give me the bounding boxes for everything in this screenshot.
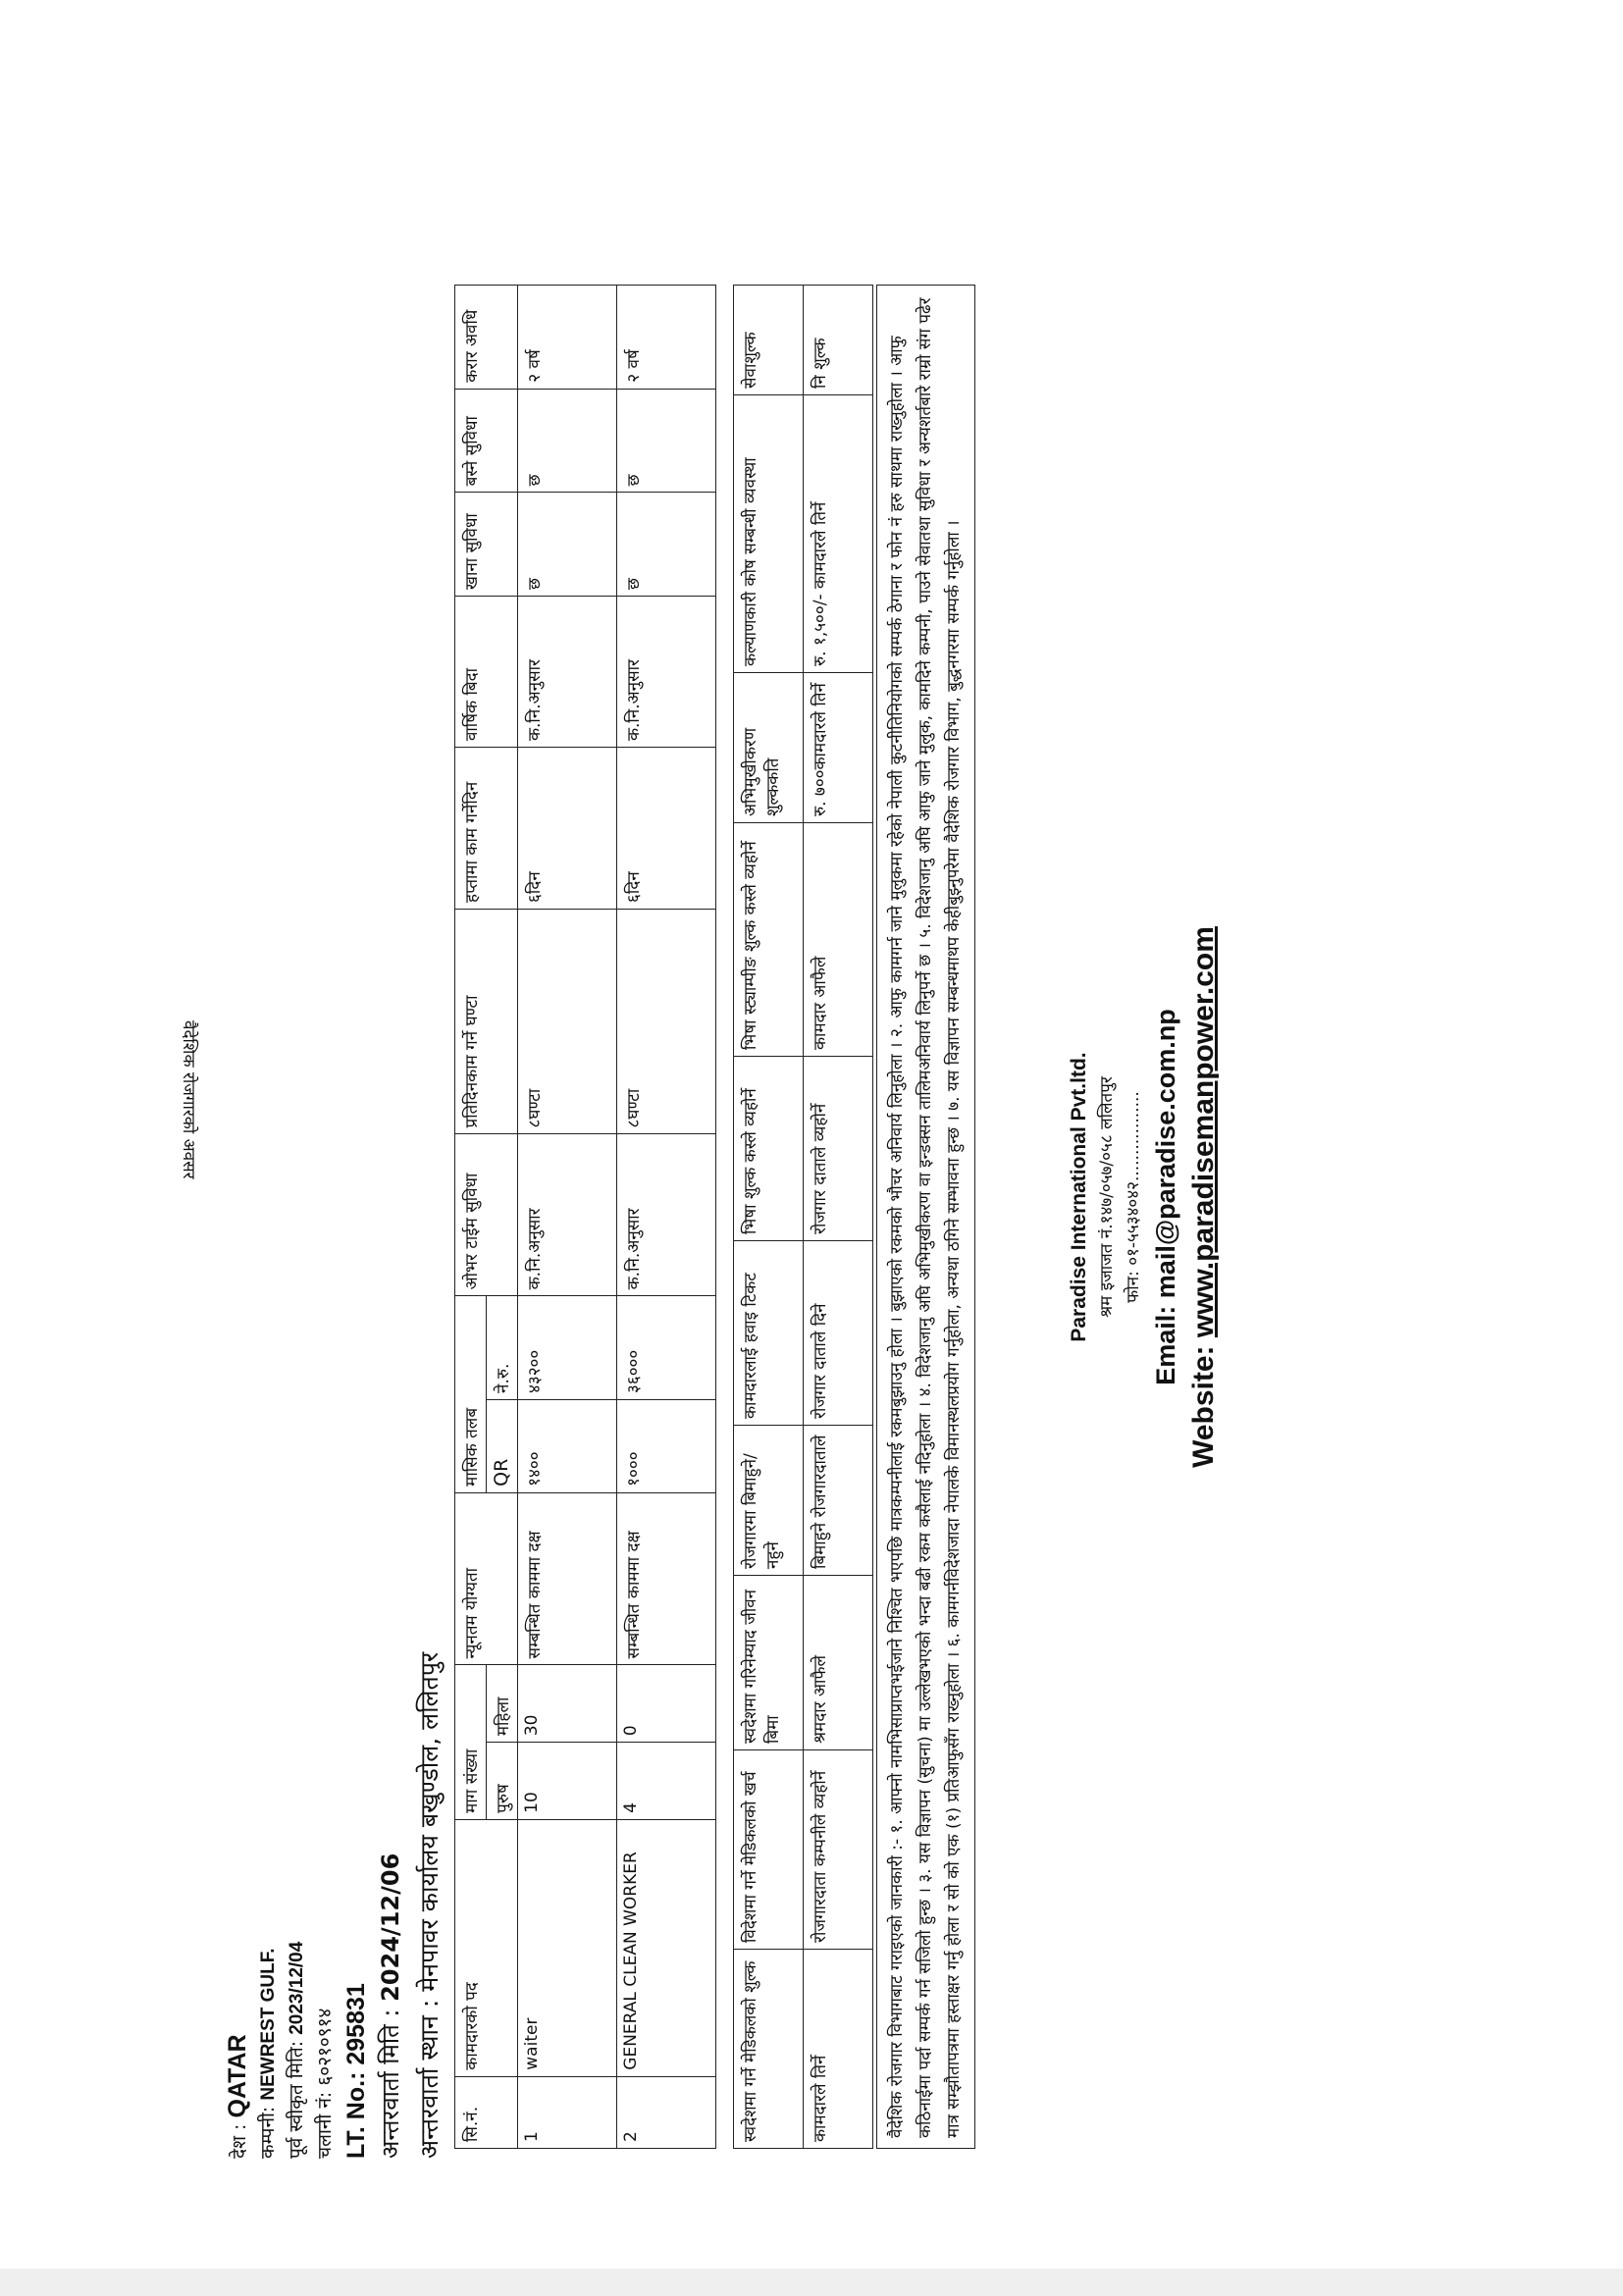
dispatch-label: चलानी नं: — [314, 2091, 336, 2159]
agency-name: Paradise International Pvt.ltd. — [1068, 1052, 1090, 1342]
lt-label: LT. No.: — [342, 2071, 370, 2159]
cond-header: रोजगारमा बिमाहुने/नहुने — [734, 1426, 804, 1576]
interview-date-label: अन्तरवार्ता मिति : — [377, 2009, 404, 2159]
col-npr: ने.रु. — [487, 1296, 518, 1400]
row-contract: २ वर्ष — [617, 286, 716, 390]
approval-line — [283, 1472, 311, 2159]
col-qualification: न्यूनतम योग्यता — [455, 1492, 518, 1665]
row-contract: २ वर्ष — [518, 286, 617, 390]
table-row — [518, 286, 617, 2149]
lt-no: 295831 — [342, 1983, 370, 2065]
row-food: छ — [518, 493, 617, 597]
cond-header: सेवाशुल्क — [734, 286, 804, 395]
agency-phone: फोन: ०१-५५३४०४२................. — [1124, 1091, 1143, 1303]
rotated-sheet — [221, 49, 1320, 2159]
col-weekly-days: हप्तामा काम गर्नेदिन — [455, 748, 518, 910]
row-annual-leave: क.नि.अनुसार — [518, 596, 617, 747]
row-position: waiter — [518, 1819, 617, 2076]
cond-value: रोजगार दाताले दिने — [804, 1241, 873, 1426]
col-food: खाना सुविधा — [455, 493, 518, 597]
approval-date: 2023/12/04 — [287, 1941, 307, 2035]
row-accommodation: छ — [518, 389, 617, 493]
dispatch-line — [311, 1472, 340, 2159]
col-position: कामदारको पद — [455, 1819, 518, 2076]
country-line — [221, 1472, 254, 2159]
row-weekly-days: ६दिन — [518, 748, 617, 910]
row-daily-hours: ८घण्टा — [518, 909, 617, 1134]
page-header-title: वैदेशिक रोजगारको अवसर — [179, 1020, 198, 1179]
agency-email: Email: mail@paradise.com.np — [1151, 1009, 1180, 1385]
job-meta — [221, 1472, 408, 2159]
country-value: QATAR — [224, 2034, 251, 2118]
website-label: Website: — [1187, 1345, 1220, 1468]
col-accommodation: बस्ने सुविधा — [455, 389, 518, 493]
col-qr: QR — [487, 1399, 518, 1492]
col-sn: सि.नं. — [455, 2076, 518, 2148]
row-sn: 1 — [518, 2076, 617, 2148]
cond-value: रु. ७००कामदारले तिर्ने — [804, 673, 873, 823]
interview-date: 2024/12/06 — [377, 1852, 404, 2002]
table-row — [617, 286, 716, 2149]
row-female: 0 — [617, 1665, 716, 1743]
row-qr: १४०० — [518, 1399, 617, 1492]
col-salary: मासिक तलब — [455, 1296, 487, 1492]
cond-header: भिषा शुल्क कस्ले व्यहोर्ने — [734, 1057, 804, 1241]
cond-header: कल्याणकारी कोष सम्बन्धी व्यवस्था — [734, 395, 804, 673]
col-daily-hours: प्रतिदिनकाम गर्ने घण्टा — [455, 909, 518, 1134]
company-value: NEWREST GULF. — [258, 1948, 279, 2101]
conditions-value-row — [804, 286, 873, 2149]
cond-value: बिमाहुने रोजगारदाताले — [804, 1426, 873, 1576]
row-annual-leave: क.नि.अनुसार — [617, 596, 716, 747]
cond-value: रोजगार दाताले व्यहोर्ने — [804, 1057, 873, 1241]
row-position: GENERAL CLEAN WORKER — [617, 1819, 716, 2076]
row-food: छ — [617, 493, 716, 597]
approval-label: पूर्व स्वीकृत मिति: — [286, 2040, 307, 2159]
row-qualification: सम्बन्धित काममा दक्ष — [518, 1492, 617, 1665]
agency-info — [1065, 883, 1224, 1511]
cond-value: श्रमदार आफैले — [804, 1576, 873, 1750]
cond-header: विदेशमा गर्ने मेडिकलको खर्च — [734, 1750, 804, 1950]
cond-header: स्वदेशमा गर्ने मेडिकलको शुल्क — [734, 1950, 804, 2149]
cond-value: नि शुल्क — [804, 286, 873, 395]
venue-label: अन्तरवार्ता स्थान : — [415, 1999, 444, 2159]
row-female: 30 — [518, 1665, 617, 1743]
col-demand: माग संख्या — [455, 1665, 487, 1819]
row-male: 4 — [617, 1743, 716, 1820]
col-female: महिला — [487, 1665, 518, 1743]
cond-header: स्वदेशमा गरिनेम्याद जीवन बिमा — [734, 1576, 804, 1750]
cond-value: रु. १,५००/- कामदारले तिर्ने — [804, 395, 873, 673]
col-male: पुरुष — [487, 1743, 518, 1820]
scan-edge — [0, 2269, 1623, 2296]
row-npr: ३६००० — [617, 1296, 716, 1400]
company-line — [254, 1472, 283, 2159]
conditions-table — [733, 285, 873, 2149]
col-contract: करार अवधि — [455, 286, 518, 390]
row-male: 10 — [518, 1743, 617, 1820]
row-accommodation: छ — [617, 389, 716, 493]
job-table — [454, 285, 716, 2149]
row-npr: ४३२०० — [518, 1296, 617, 1400]
cond-header: अभिमुखीकरण शुल्ककति — [734, 673, 804, 823]
cond-value: कामदारले तिर्ने — [804, 1950, 873, 2149]
venue-value: मेनपावर कार्यालय बखुण्डोल, ललितपुर — [415, 1651, 444, 1992]
row-weekly-days: ६दिन — [617, 748, 716, 910]
company-label: कम्पनी: — [257, 2106, 279, 2159]
job-table-header-row — [455, 286, 487, 2149]
row-qr: १००० — [617, 1399, 716, 1492]
department-notice: वैदेशिक रोजगार विभागबाट गराइएको जानकारी :- १. आफ्नो नामभिसाप्राप्तभईजाने निश्चित भएपछि मात्रकम्पनीलाई रकमबुझाउनु होला । बुझाएको रकमको भौचर अनिवार्य लिनुहोला । २. आफु कामगर्न जाने मुलुकमा रहेको नेपाली कुटनीतिनियोगको सम्पर्क ठेगाना र फोन नं हरु साथमा राख्नुहोला । आफु कठिनाईमा पर्दा सम्पर्क गर्न सजिलो हुन्छ । ३. यस विज्ञापन (सुचना) मा उल्लेखभएको भन्दा बढी रकम कसैलाई नदिनुहोला । ४. विदेशजानु अघि अभिमुखीकरण वा इन्डक्सन तालिमअनिवार्य लिनुपर्ने छ । ५. विदेशजानु अघि आफु जाने मुलुक, कामदिने कम्पनी, पाउने सेवातथा सुविधा र अन्यशर्तबारे राम्रो संग पढेर मात्र सम्झौतापत्रमा हस्ताक्षर गर्नु होला र सो को एक (१) प्रतिआफुसँग राख्नुहोला । ६. कामगर्नविदेशजादा नेपालके विमानस्थलप्रयोग गर्नुहोला, अन्यथा ठगिने सम्भावना हुन्छ । ७. यस विज्ञापन सम्बन्धमाथप केहीबुझ्नुपरेमा वैदेशिक रोजगार विभाग, बुद्धनगरमा सम्पर्क गर्नुहोला । — [876, 285, 975, 2149]
row-overtime: क.नि.अनुसार — [617, 1134, 716, 1296]
cond-value: रोजगारदाता कम्पनीले व्यहोर्ने — [804, 1750, 873, 1950]
interview-date-line — [373, 1472, 408, 2159]
dispatch-no: ६०२१०९१४ — [314, 2008, 336, 2086]
col-overtime: ओभर टाईम सुविधा — [455, 1134, 518, 1296]
col-annual-leave: वार्षिक बिदा — [455, 596, 518, 747]
cond-header: कामदारलाई हवाइ टिकट — [734, 1241, 804, 1426]
cond-header: भिषा स्ट्याम्पीङ शुल्क कस्ले व्यहोर्ने — [734, 823, 804, 1057]
interview-venue-line — [412, 1652, 445, 2159]
lt-line — [340, 1472, 373, 2159]
cond-value: कामदार आफैले — [804, 823, 873, 1057]
row-sn: 2 — [617, 2076, 716, 2148]
website-link[interactable]: www.paradisemanpower.com — [1187, 926, 1220, 1338]
conditions-header-row — [734, 286, 804, 2149]
row-overtime: क.नि.अनुसार — [518, 1134, 617, 1296]
agency-license: श्रम इजाजत नं.१४७/०५७/०५८ ललितपुर — [1097, 1076, 1117, 1318]
row-qualification: सम्बन्धित काममा दक्ष — [617, 1492, 716, 1665]
country-label: देश : — [229, 2123, 250, 2159]
row-daily-hours: ८घण्टा — [617, 909, 716, 1134]
agency-website-line — [1184, 883, 1224, 1511]
